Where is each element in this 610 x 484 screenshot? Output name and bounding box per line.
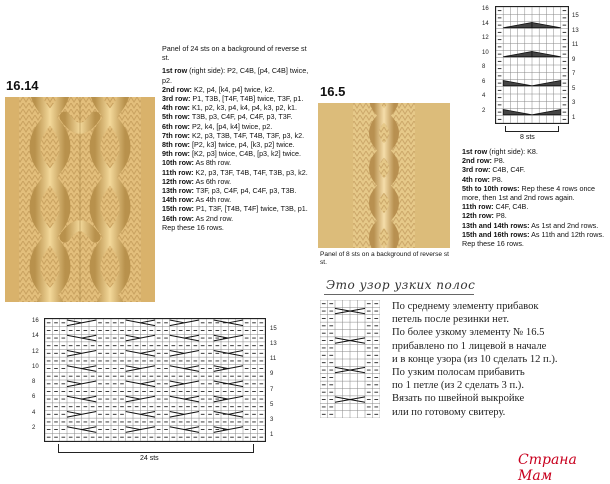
- row-text: As 11th and 12th rows.: [529, 229, 605, 239]
- row-text: C4B, C4F.: [490, 165, 526, 175]
- row-number-label: 2: [482, 107, 486, 114]
- row-number-label: 8: [32, 379, 36, 385]
- russian-line: по 1 петле (из 2 сделать 3 п.).: [392, 380, 524, 392]
- row-text: As 4th row.: [193, 195, 232, 205]
- russian-line: и в конце узора (из 10 сделать 12 п.).: [392, 353, 558, 365]
- pattern2-row: [462, 202, 607, 211]
- row-number-label: [270, 349, 280, 357]
- row-label: 5th row:: [162, 112, 190, 122]
- pattern1-row: [162, 103, 312, 112]
- row-text: As 2nd row.: [193, 213, 234, 223]
- pattern1-row: [162, 112, 312, 121]
- row-number-label: 4: [482, 93, 486, 99]
- pattern1-row: [162, 204, 312, 213]
- row-number-label: 7: [572, 71, 576, 78]
- row-number-label: [32, 417, 42, 425]
- row-text: T3F, p3, C4F, p4, C4F, p3, T3B.: [193, 186, 297, 196]
- pattern2-row: [462, 230, 607, 239]
- row-number-label: 16: [32, 318, 39, 324]
- row-number-label: [270, 318, 280, 326]
- row-number-label: [270, 379, 280, 387]
- row-number-label: 5: [270, 401, 274, 408]
- row-text: Rep these 4 rows once more, then 1st and 2nd rows again.: [462, 183, 596, 203]
- small-chart-grid: [495, 6, 569, 124]
- row-number-label: [572, 21, 582, 28]
- row-label: 15th row:: [162, 204, 194, 214]
- russian-notes: [392, 300, 607, 419]
- big-chart-left-labels: [32, 318, 42, 440]
- russian-line: петель после резинки нет.: [392, 314, 510, 326]
- repeat-note: Rep these 16 rows.: [162, 222, 224, 232]
- russian-line: прибавлено по 1 лицевой в начале: [392, 340, 547, 352]
- mini-chart: [320, 300, 380, 418]
- row-label: 4th row:: [462, 174, 490, 184]
- row-number-label: [482, 115, 492, 122]
- pattern1-row: [162, 149, 312, 158]
- row-text: P8.: [493, 211, 507, 221]
- mini-chart-symbols: [320, 300, 380, 418]
- row-text: K2, p3, T3F, T4B, T4F, T3B, p3, k2.: [193, 167, 308, 177]
- row-label: 3rd row:: [162, 94, 191, 104]
- pattern1-row: [162, 195, 312, 204]
- row-number-label: 12: [482, 35, 489, 41]
- row-number-label: 14: [482, 20, 489, 27]
- row-number-label: 9: [572, 56, 576, 63]
- row-number-label: [270, 394, 280, 402]
- row-label: 12th row:: [162, 176, 194, 186]
- row-number-label: [32, 371, 42, 379]
- row-number-label: [572, 108, 582, 115]
- pattern-number-16-5: 16.5: [320, 84, 346, 99]
- row-number-label: 12: [32, 348, 39, 355]
- repeat-note-16-5: Rep these 16 rows.: [462, 239, 524, 249]
- pattern1-row: [162, 85, 312, 94]
- row-number-label: 14: [32, 333, 39, 340]
- row-text: P8.: [491, 156, 505, 166]
- pattern2-row: [462, 211, 607, 220]
- row-number-label: [482, 28, 492, 35]
- row-label: 9th row:: [162, 149, 190, 159]
- row-number-label: 2: [32, 424, 36, 431]
- pattern1-row: [162, 168, 312, 177]
- row-number-label: [270, 410, 280, 418]
- row-text: (right side): K8.: [487, 147, 538, 156]
- row-number-label: [482, 100, 492, 107]
- row-number-label: 1: [270, 432, 274, 439]
- row-number-label: [482, 13, 492, 20]
- row-number-label: [32, 326, 42, 334]
- row-number-label: [32, 356, 42, 364]
- row-label: 1st row: [462, 147, 488, 156]
- row-label: 8th row:: [162, 140, 190, 150]
- row-text: P8.: [489, 174, 503, 184]
- title-underline: [324, 294, 474, 295]
- russian-line: По более узкому элементу № 16.5: [392, 327, 545, 339]
- row-number-label: 6: [482, 78, 486, 85]
- row-label: 1st row: [162, 66, 188, 76]
- pattern1-row: [162, 94, 312, 103]
- row-label: 7th row:: [162, 130, 190, 140]
- narrow-cable-image: [318, 103, 450, 248]
- row-number-label: [270, 425, 280, 433]
- row-label: 13th row:: [162, 186, 194, 196]
- row-number-label: 13: [572, 27, 579, 34]
- row-label: 3rd row:: [462, 165, 491, 175]
- pattern2-row: [462, 147, 607, 156]
- swatch-caption-16-5: Panel of 8 sts on a background of reverse st st.: [320, 251, 450, 266]
- row-label: 13th and 14th rows:: [462, 220, 530, 230]
- pattern2-row: [462, 184, 607, 202]
- russian-line: Вязать по швейной выкройке: [392, 393, 525, 405]
- row-number-label: [482, 57, 492, 64]
- row-number-label: [32, 387, 42, 395]
- big-chart-brace: [58, 444, 254, 453]
- row-number-label: 10: [482, 49, 489, 56]
- row-number-label: 15: [572, 13, 579, 20]
- pattern1-instructions: [162, 44, 312, 232]
- row-number-label: [482, 42, 492, 49]
- row-text: K1, p2, k3, p4, k4, p4, k3, p2, k1.: [189, 103, 298, 113]
- big-chart-grid: [44, 318, 266, 442]
- row-number-label: 16: [482, 6, 489, 12]
- row-text: (right side): P2, C4B, [p4, C4B] twice, p2.: [162, 66, 309, 85]
- pattern1-row: [162, 186, 312, 195]
- pattern2-row: [462, 175, 607, 184]
- pattern1-row: [162, 140, 312, 149]
- row-number-label: 8: [482, 64, 486, 70]
- row-label: 6th row:: [162, 121, 190, 131]
- row-label: 14th row:: [162, 195, 194, 205]
- small-chart-symbols: [496, 7, 568, 123]
- row-text: K2, p4, [k4, p4] twice, k2.: [191, 84, 275, 94]
- pattern1-row: [162, 122, 312, 131]
- row-number-label: 9: [270, 371, 274, 378]
- row-number-label: 1: [572, 114, 576, 121]
- russian-line: По узким полосам прибавить: [392, 367, 525, 379]
- watermark-logo: Страна Мам: [518, 452, 577, 484]
- row-number-label: 10: [32, 363, 39, 370]
- russian-line: или по готовому свитеру.: [392, 406, 506, 418]
- row-number-label: [270, 333, 280, 341]
- row-label: 11th row:: [462, 202, 494, 212]
- row-number-label: 7: [270, 386, 274, 393]
- row-text: C4F, C4B.: [493, 202, 529, 212]
- row-label: 16th row:: [162, 213, 194, 223]
- row-number-label: 11: [572, 42, 579, 49]
- pattern2-row: [462, 156, 607, 165]
- row-number-label: [572, 64, 582, 71]
- cable-knit-image: [5, 97, 155, 302]
- row-number-label: [572, 79, 582, 86]
- row-number-label: 5: [572, 85, 576, 92]
- big-chart-stitch-count: 24 sts: [140, 455, 159, 462]
- row-label: 2nd row:: [162, 84, 192, 94]
- pattern1-row: [162, 131, 312, 140]
- row-number-label: [32, 432, 42, 440]
- row-number-label: 15: [270, 325, 277, 332]
- row-number-label: [32, 402, 42, 410]
- big-chart-symbols: [45, 319, 265, 441]
- row-label: 5th to 10th rows:: [462, 183, 520, 193]
- pattern1-row: [162, 158, 312, 167]
- row-number-label: [572, 50, 582, 57]
- panel-description: Panel of 24 sts on a background of reverse st st.: [162, 44, 307, 63]
- row-text: As 1st and 2nd rows.: [529, 220, 599, 230]
- row-number-label: [482, 86, 492, 93]
- pattern2-row: [462, 165, 607, 174]
- russian-title: Это узор узких полос: [326, 278, 476, 292]
- pattern1-row: [162, 214, 312, 223]
- row-label: 4th row:: [162, 103, 190, 113]
- row-number-label: 3: [270, 417, 274, 424]
- small-chart-left-labels: [482, 6, 492, 122]
- row-text: P1, T3B, [T4F, T4B] twice, T3F, p1.: [190, 94, 304, 104]
- small-chart-stitch-count: 8 sts: [520, 134, 535, 141]
- row-label: 2nd row:: [462, 156, 492, 166]
- pattern-number-16-14: 16.14: [6, 78, 39, 93]
- small-chart-brace: [505, 126, 559, 132]
- big-chart-right-labels: [270, 318, 280, 440]
- swatch-photo-16-14: [5, 97, 155, 302]
- row-label: 12th row:: [462, 211, 494, 221]
- row-text: As 8th row.: [193, 158, 232, 168]
- row-number-label: [482, 71, 492, 78]
- row-number-label: [32, 341, 42, 349]
- row-text: P1, T3F, [T4B, T4F] twice, T3B, p1.: [193, 204, 308, 214]
- row-number-label: [572, 6, 582, 13]
- row-text: P2, k4, [p4, k4] twice, p2.: [189, 121, 273, 131]
- row-text: K2, p3, T3B, T4F, T4B, T3F, p3, k2.: [189, 130, 305, 140]
- row-text: T3B, p3, C4F, p4, C4F, p3, T3F.: [189, 112, 293, 122]
- swatch-photo-16-5: [318, 103, 450, 248]
- row-number-label: 13: [270, 340, 277, 347]
- row-text: As 6th row.: [193, 176, 232, 186]
- row-number-label: 6: [32, 394, 36, 401]
- pattern2-row: [462, 221, 607, 230]
- row-text: [P2, k3] twice, p4, [k3, p2] twice.: [189, 140, 295, 150]
- row-label: 11th row:: [162, 167, 194, 177]
- pattern1-row: [162, 66, 312, 84]
- row-text: [K2, p3] twice, C4B, [p3, k2] twice.: [189, 149, 302, 159]
- row-number-label: [572, 35, 582, 42]
- row-number-label: 3: [572, 100, 576, 107]
- row-label: 15th and 16th rows:: [462, 229, 530, 239]
- small-chart-right-labels: [572, 6, 582, 122]
- row-number-label: 4: [32, 409, 36, 416]
- row-number-label: [270, 364, 280, 372]
- row-label: 10th row:: [162, 158, 194, 168]
- russian-line: По среднему элементу прибавок: [392, 301, 539, 312]
- pattern2-instructions: [462, 147, 607, 248]
- row-number-label: [572, 93, 582, 100]
- pattern1-row: [162, 177, 312, 186]
- row-number-label: 11: [270, 356, 277, 363]
